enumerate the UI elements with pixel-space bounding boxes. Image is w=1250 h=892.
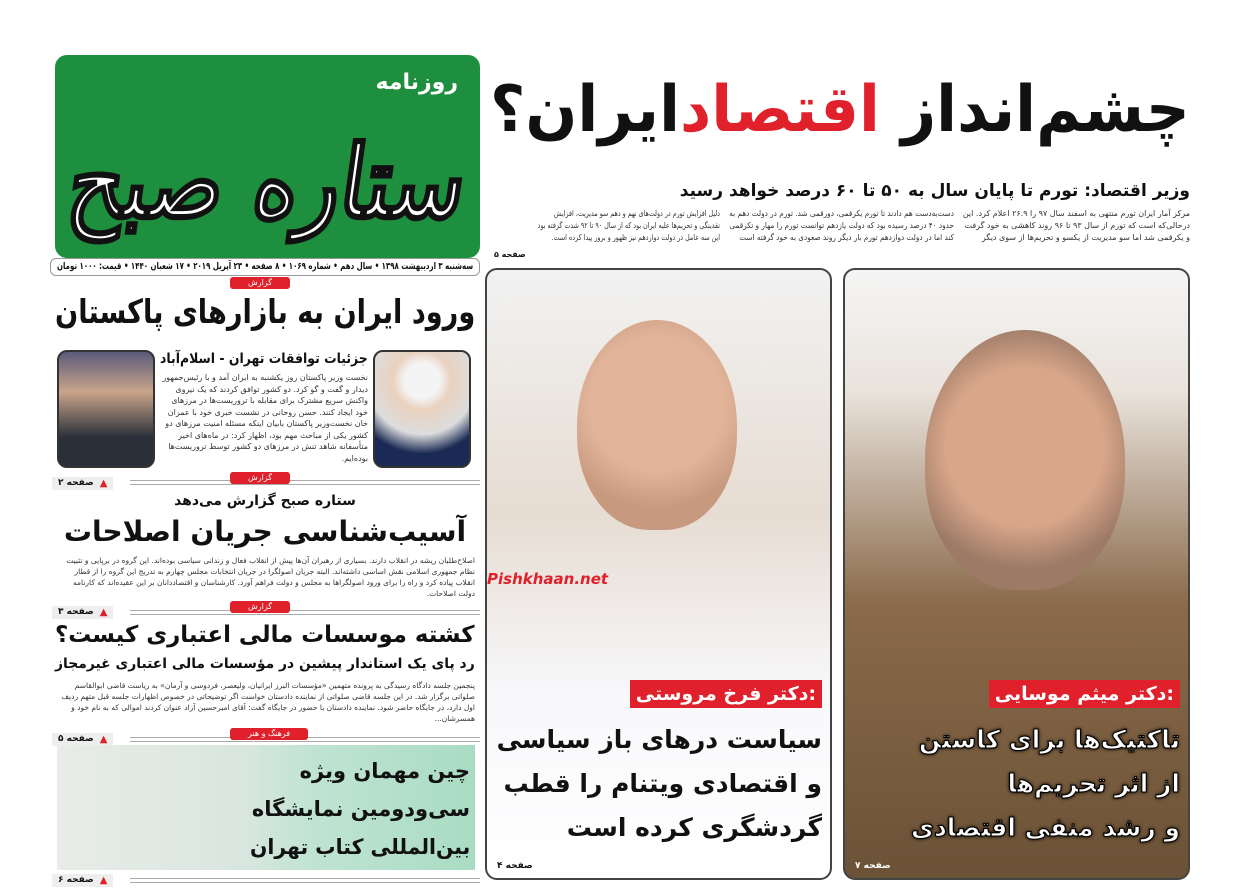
interviewee-name: دکتر میثم موسایی:: [989, 680, 1180, 708]
quote-line: [495, 806, 822, 850]
headline-line-text: سی‌ودومین نمایشگاه: [251, 797, 470, 821]
masthead-logo-wrap: [60, 125, 474, 247]
photo-rouhani: [373, 350, 471, 468]
lead-column: دست‌به‌دست هم دادند تا تورم یکرقمی، دورقمی شد. تورم در دولت دهم به حدود ۴۰ درصد رسیده بود که دولت یازدهم توانست تورم را مهار و تکرقمی کند اما در دولت دوازدهم تورم بار دیگر روند صعودی به خود گرفته است: [729, 209, 954, 242]
quote-line-text: سیاست درهای باز سیاسی: [496, 725, 822, 754]
section2-page-ref[interactable]: [52, 606, 113, 619]
section1-subhead-text: جزئیات توافقات تهران - اسلام‌آباد: [160, 351, 368, 367]
portrait-photo: [925, 330, 1125, 590]
section2-body: اصلاح‌طلبان ریشه در انقلاب دارند. بسیاری از رهبران آن‌ها پیش از انقلاب فعال و زندانی سیاسی بوده‌اند. این گروه در برپایی و تثبیت نظام جمهوری اسلامی نقش اساسی داشته‌اند. البته جریان اصولگرا در جریان انتخابات مجلس چهارم به تدریج این گروه را از قطار انقلاب پیاده کرد و راه را برای ورود اصولگراها به مجلس و دولت فراهم آورد. کارشناسان و اقتصاددانان بر این عقیده‌اند که کارنامه دولت اصلاحات.: [66, 556, 475, 598]
caret-up-icon: ▲: [99, 478, 108, 489]
headline-line-text: چین مهمان ویژه: [299, 759, 470, 783]
page-ref[interactable]: صفحه ۷: [855, 861, 891, 871]
lead-headline-text: [490, 62, 1190, 158]
section-tag: فرهنگ و هنر: [230, 728, 308, 740]
lead-page-ref[interactable]: صفحه ۵: [494, 250, 526, 259]
interview-panel-marvasti[interactable]: [485, 268, 832, 880]
section-tag: گزارش: [230, 472, 290, 484]
portrait-photo: [577, 320, 737, 530]
section1-body: نخست وزیر پاکستان روز یکشنبه به ایران آمد و با رئیس‌جمهور دیدار و گفت و گو کرد. دو کشور توافق کردند که یک نیروی واکنش سریع مشترک برای مقابله با تروریست‌ها در مرزهای خود ایجاد کنند. حسن روحانی در نشست خبری خود با عمران خان نخست‌وزیر پاکستان بابیان اینکه مسئله امنیت مرزهای دو کشور یکی از مباحث مهم بود، اظهار کرد: در ماه‌های اخیر متأسفانه شاهد تنش در مرزهای دو کشور توسط تروریست‌ها بوده‌ایم.: [162, 373, 368, 463]
masthead-logo-text: ستاره صبح: [61, 123, 475, 241]
section4-page-ref[interactable]: [52, 874, 113, 887]
headline-part: ایران؟: [490, 73, 681, 147]
quote-line-text: تاکتیک‌ها برای کاستن: [918, 725, 1180, 754]
divider: [130, 480, 480, 485]
section1-page-ref[interactable]: [52, 477, 113, 490]
section2-headline[interactable]: [55, 513, 475, 551]
page-ref[interactable]: صفحه ۴: [497, 861, 533, 871]
quote-line: [495, 762, 822, 806]
lead-subhead: [490, 180, 1190, 202]
headline-highlight: اقتصاد: [680, 73, 881, 147]
page-label: صفحه ۵: [58, 734, 94, 744]
section-tag: گزارش: [230, 277, 290, 289]
quote-line: [495, 718, 822, 762]
interview-panel-mousaei[interactable]: [843, 268, 1190, 880]
interview-quote: [853, 718, 1180, 850]
quote-line-text: و رشد منفی اقتصادی: [911, 813, 1180, 842]
caret-up-icon: ▲: [99, 607, 108, 618]
lead-column: دلیل افزایش تورم در دولت‌های نهم و دهم سو مدیریت، افزایش نقدینگی و تحریم‌ها علیه ایران بود که از سال ۹۰ تا ۹۲ شدت گرفته بود این سه عامل در دولت دوازدهم نیز ظهور و بروز پیدا کرده است.: [537, 209, 720, 242]
page-label: صفحه ۶: [58, 875, 94, 885]
masthead: [55, 55, 480, 258]
caret-up-icon: ▲: [99, 734, 108, 745]
section1-headline[interactable]: [55, 292, 475, 332]
quote-line-text: و اقتصادی ویتنام را قطب: [503, 769, 822, 798]
quote-line: [853, 806, 1180, 850]
quote-line-text: گردشگری کرده است: [566, 813, 822, 842]
section3-subhead-text: رد پای یک استاندار پیشین در مؤسسات مالی اعتباری غیرمجاز: [55, 656, 475, 672]
section3-body: پنجمین جلسه دادگاه رسیدگی به پرونده متهمین «مؤسسات البرز ایرانیان، ولیعصر، فردوسی و آرمان» به ریاست قاضی ابوالقاسم صلواتی برگزار شد. در این جلسه قاضی صلواتی از نماینده دادستان خواست اگر توضیحاتی در خصوص اظهارات جلسه قبل متهم ردیف اول دارد، در جایگاه حاضر شود. نماینده دادستان با حضور در جایگاه گفت: آقای امیرحسین آزاد عنوان کردند اموالی که به نام خود و همسرشان...: [61, 681, 475, 723]
section1-subhead: [160, 349, 368, 369]
section2-headline-text: آسیب‌شناسی جریان اصلاحات: [63, 515, 467, 548]
headline-part: چشم‌انداز: [880, 73, 1190, 147]
divider: [130, 878, 480, 883]
headline-line-text: بین‌المللی کتاب تهران: [249, 835, 470, 859]
quote-line: [853, 718, 1180, 762]
interview-quote: [495, 718, 822, 850]
lead-headline[interactable]: [490, 62, 1190, 158]
page-label: صفحه ۳: [58, 607, 94, 617]
section3-headline[interactable]: [55, 619, 475, 651]
page-label: صفحه ۲: [58, 478, 94, 488]
section4-headline[interactable]: [250, 752, 470, 866]
section-tag: گزارش: [230, 601, 290, 613]
dateline-text: سه‌شنبه ۳ اردیبهشت ۱۳۹۸ • سال دهم • شماره ۱۰۶۹ • ۸ صفحه • ۲۳ آپریل ۲۰۱۹ • ۱۷ شعبان ۱۴۴۰ • قیمت: ۱۰۰۰ تومان: [56, 261, 473, 272]
section3-headline-text: کشته موسسات مالی اعتباری کیست؟: [55, 622, 475, 648]
watermark: Pishkhaan.net: [487, 570, 609, 588]
lead-column: مرکز آمار ایران تورم منتهی به اسفند سال ۹۷ را ۲۶.۹ اعلام کرد. این درحالی‌که است که تورم از سال ۹۳ تا ۹۶ روند کاهشی به خود گرفت و یکرقمی شد اما سو مدیریت از یکسو و تحریم‌ها از سوی دیگر: [962, 209, 1190, 242]
section1-headline-text: ورود ایران به بازارهای پاکستان: [54, 292, 475, 331]
section2-kicker-text: ستاره صبح گزارش می‌دهد: [174, 493, 356, 509]
headline-line: [250, 828, 470, 866]
quote-line: [853, 762, 1180, 806]
section3-subhead: [55, 653, 475, 675]
lead-subhead-text: وزیر اقتصاد: تورم تا پایان سال به ۵۰ تا ۶۰ درصد خواهد رسید: [679, 181, 1190, 201]
dateline: [50, 258, 480, 276]
quote-line-text: از اثر تحریم‌ها: [1007, 769, 1180, 798]
interviewee-name: دکتر فرخ مروستی:: [630, 680, 822, 708]
headline-line: [250, 752, 470, 790]
section2-kicker: [55, 492, 475, 511]
masthead-logo: [61, 125, 474, 240]
caret-up-icon: ▲: [99, 875, 108, 886]
divider: [130, 610, 480, 615]
masthead-subtitle: روزنامه: [375, 70, 458, 95]
headline-line: [250, 790, 470, 828]
